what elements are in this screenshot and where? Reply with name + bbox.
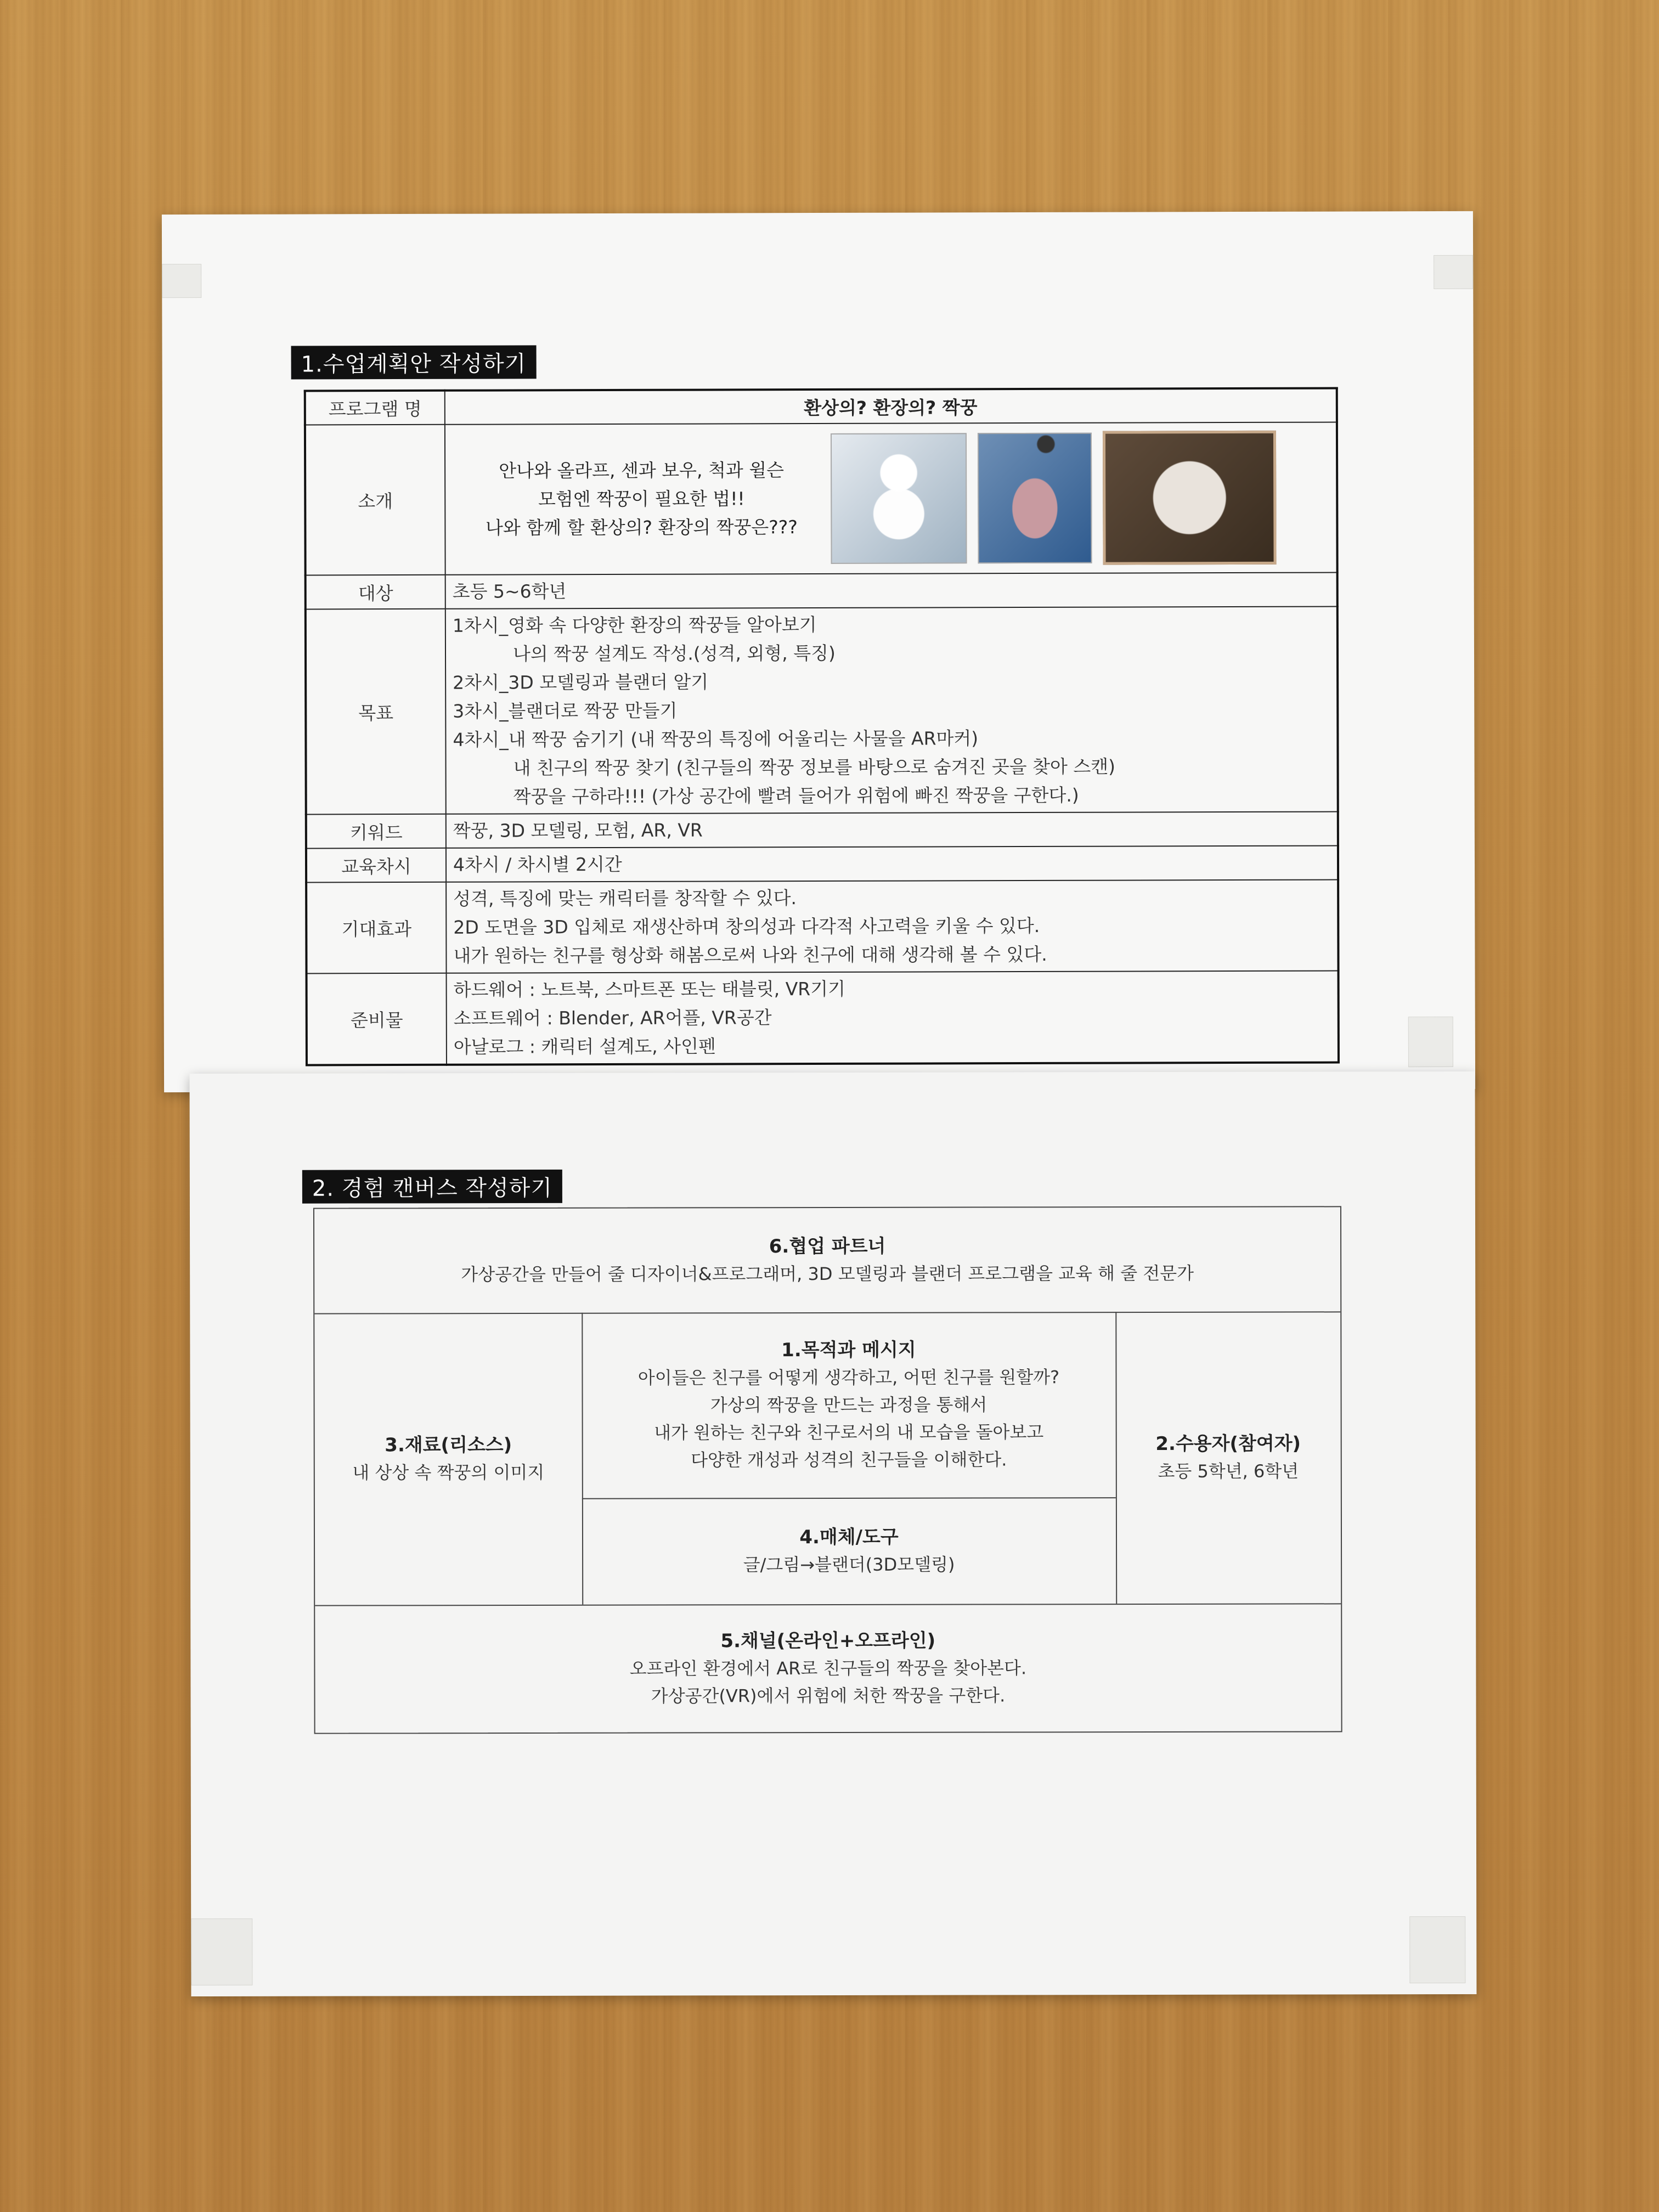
text-line: 아날로그 : 캐릭터 설계도, 사인펜 <box>453 1035 716 1058</box>
text-line: 2차시_3D 모델링과 블랜더 알기 <box>453 671 709 693</box>
box-title: 5.채널(온라인+오프라인) <box>720 1629 936 1652</box>
box-title: 1.목적과 메시지 <box>781 1339 916 1362</box>
row-label: 기대효과 <box>306 882 446 974</box>
text-line: 하드웨어 : 노트북, 스마트폰 또는 태블릿, VR기기 <box>453 978 846 1001</box>
sessions-value: 4차시 / 차시별 2시간 <box>446 846 1338 882</box>
olaf-image <box>831 433 967 564</box>
audience-box <box>1115 1311 1341 1604</box>
text-line: 내 상상 속 짝꿍의 이미지 <box>352 1462 545 1483</box>
media-box <box>582 1497 1116 1605</box>
channel-box <box>315 1603 1341 1733</box>
text-line: 소프트웨어 : Blender, AR어플, VR공간 <box>453 1007 772 1029</box>
box-title: 3.재료(리소스) <box>385 1434 512 1457</box>
experience-canvas <box>313 1206 1342 1734</box>
section-title: 2. 경험 캔버스 작성하기 <box>302 1170 562 1204</box>
text-line: 안나와 올라프, 센과 보우, 척과 윌슨 <box>499 459 785 482</box>
tape <box>1408 1017 1453 1067</box>
tape <box>1434 255 1473 289</box>
section-title: 1.수업계획안 작성하기 <box>291 345 537 379</box>
effects-cell <box>446 880 1338 973</box>
text-line: 나의 짝꿍 설계도 작성.(성격, 외형, 특징) <box>512 642 836 665</box>
row-label: 교육차시 <box>306 848 446 883</box>
purpose-box <box>582 1312 1116 1498</box>
row-label: 준비물 <box>307 973 447 1065</box>
intro-cell <box>445 422 1338 575</box>
materials-cell <box>447 971 1339 1065</box>
text-line: 나와 함께 할 환상의? 환장의 짝꿍은??? <box>485 516 798 539</box>
text-line: 가상공간을 만들어 줄 디자이너&프로그래머, 3D 모델링과 블랜더 프로그램을 교육 해 줄 전문가 <box>461 1262 1194 1285</box>
lesson-plan-table <box>304 387 1340 1066</box>
text-line: 짝꿍을 구하라!!! (가상 공간에 빨려 들어가 위험에 빠진 짝꿍을 구한다.) <box>513 784 1079 808</box>
text-line: 초등 5학년, 6학년 <box>1158 1460 1299 1482</box>
box-title: 6.협업 파트너 <box>769 1235 886 1258</box>
row-label: 프로그램 명 <box>305 391 445 425</box>
row-label: 목표 <box>306 609 446 815</box>
tape <box>1409 1916 1465 1983</box>
text-line: 성격, 특징에 맞는 캐릭터를 창작할 수 있다. <box>453 887 797 910</box>
keywords-value: 짝꿍, 3D 모델링, 모험, AR, VR <box>446 812 1338 848</box>
tape <box>191 1918 252 1985</box>
text-line: 오프라인 환경에서 AR로 친구들의 짝꿍을 찾아본다. <box>629 1657 1027 1679</box>
program-name: 환상의? 환장의? 짝꿍 <box>445 388 1337 425</box>
paper-sheet-bottom <box>190 1071 1477 1996</box>
text-line: 글/그림→블랜더(3D모델링) <box>743 1554 955 1576</box>
row-label: 소개 <box>305 425 445 575</box>
target-value: 초등 5~6학년 <box>445 573 1338 609</box>
text-line: 1차시_영화 속 다양한 환장의 짝꿍들 알아보기 <box>452 614 817 636</box>
box-title: 2.수용자(참여자) <box>1155 1432 1301 1455</box>
text-line: 4차시_내 짝꿍 숨기기 (내 짝꿍의 특징에 어울리는 사물을 AR마커) <box>453 727 979 751</box>
box-title: 4.매체/도구 <box>799 1526 899 1549</box>
wilson-image <box>1103 431 1277 565</box>
text-line: 가상의 짝꿍을 만드는 과정을 통해서 <box>710 1394 988 1416</box>
resources-box <box>314 1313 582 1605</box>
row-label: 키워드 <box>306 814 446 849</box>
row-label: 대상 <box>306 575 445 610</box>
text-line: 다양한 개성과 성격의 친구들을 이해한다. <box>691 1449 1007 1471</box>
text-line: 내가 원하는 친구와 친구로서의 내 모습을 돌아보고 <box>654 1421 1044 1443</box>
intro-text <box>452 456 831 543</box>
text-line: 아이들은 친구를 어떻게 생각하고, 어떤 친구를 원할까? <box>637 1367 1060 1389</box>
text-line: 가상공간(VR)에서 위험에 처한 짝꿍을 구한다. <box>651 1684 1006 1707</box>
nubzuk-image <box>978 433 1092 564</box>
goals-cell <box>445 607 1338 814</box>
tape <box>162 264 201 298</box>
partners-box <box>314 1207 1340 1313</box>
text-line: 모험엔 짝꿍이 필요한 법!! <box>538 488 745 510</box>
paper-sheet-top <box>162 211 1475 1092</box>
text-line: 내가 원하는 친구를 형상화 해봄으로써 나와 친구에 대해 생각해 볼 수 있다. <box>453 943 1047 967</box>
text-line: 3차시_블랜더로 짝꿍 만들기 <box>453 699 678 722</box>
text-line: 2D 도면을 3D 입체로 재생산하며 창의성과 다각적 사고력을 키울 수 있다. <box>453 915 1040 938</box>
text-line: 내 친구의 짝꿍 찾기 (친구들의 짝꿍 정보를 바탕으로 숨겨진 곳을 찾아 스캔) <box>513 755 1116 779</box>
